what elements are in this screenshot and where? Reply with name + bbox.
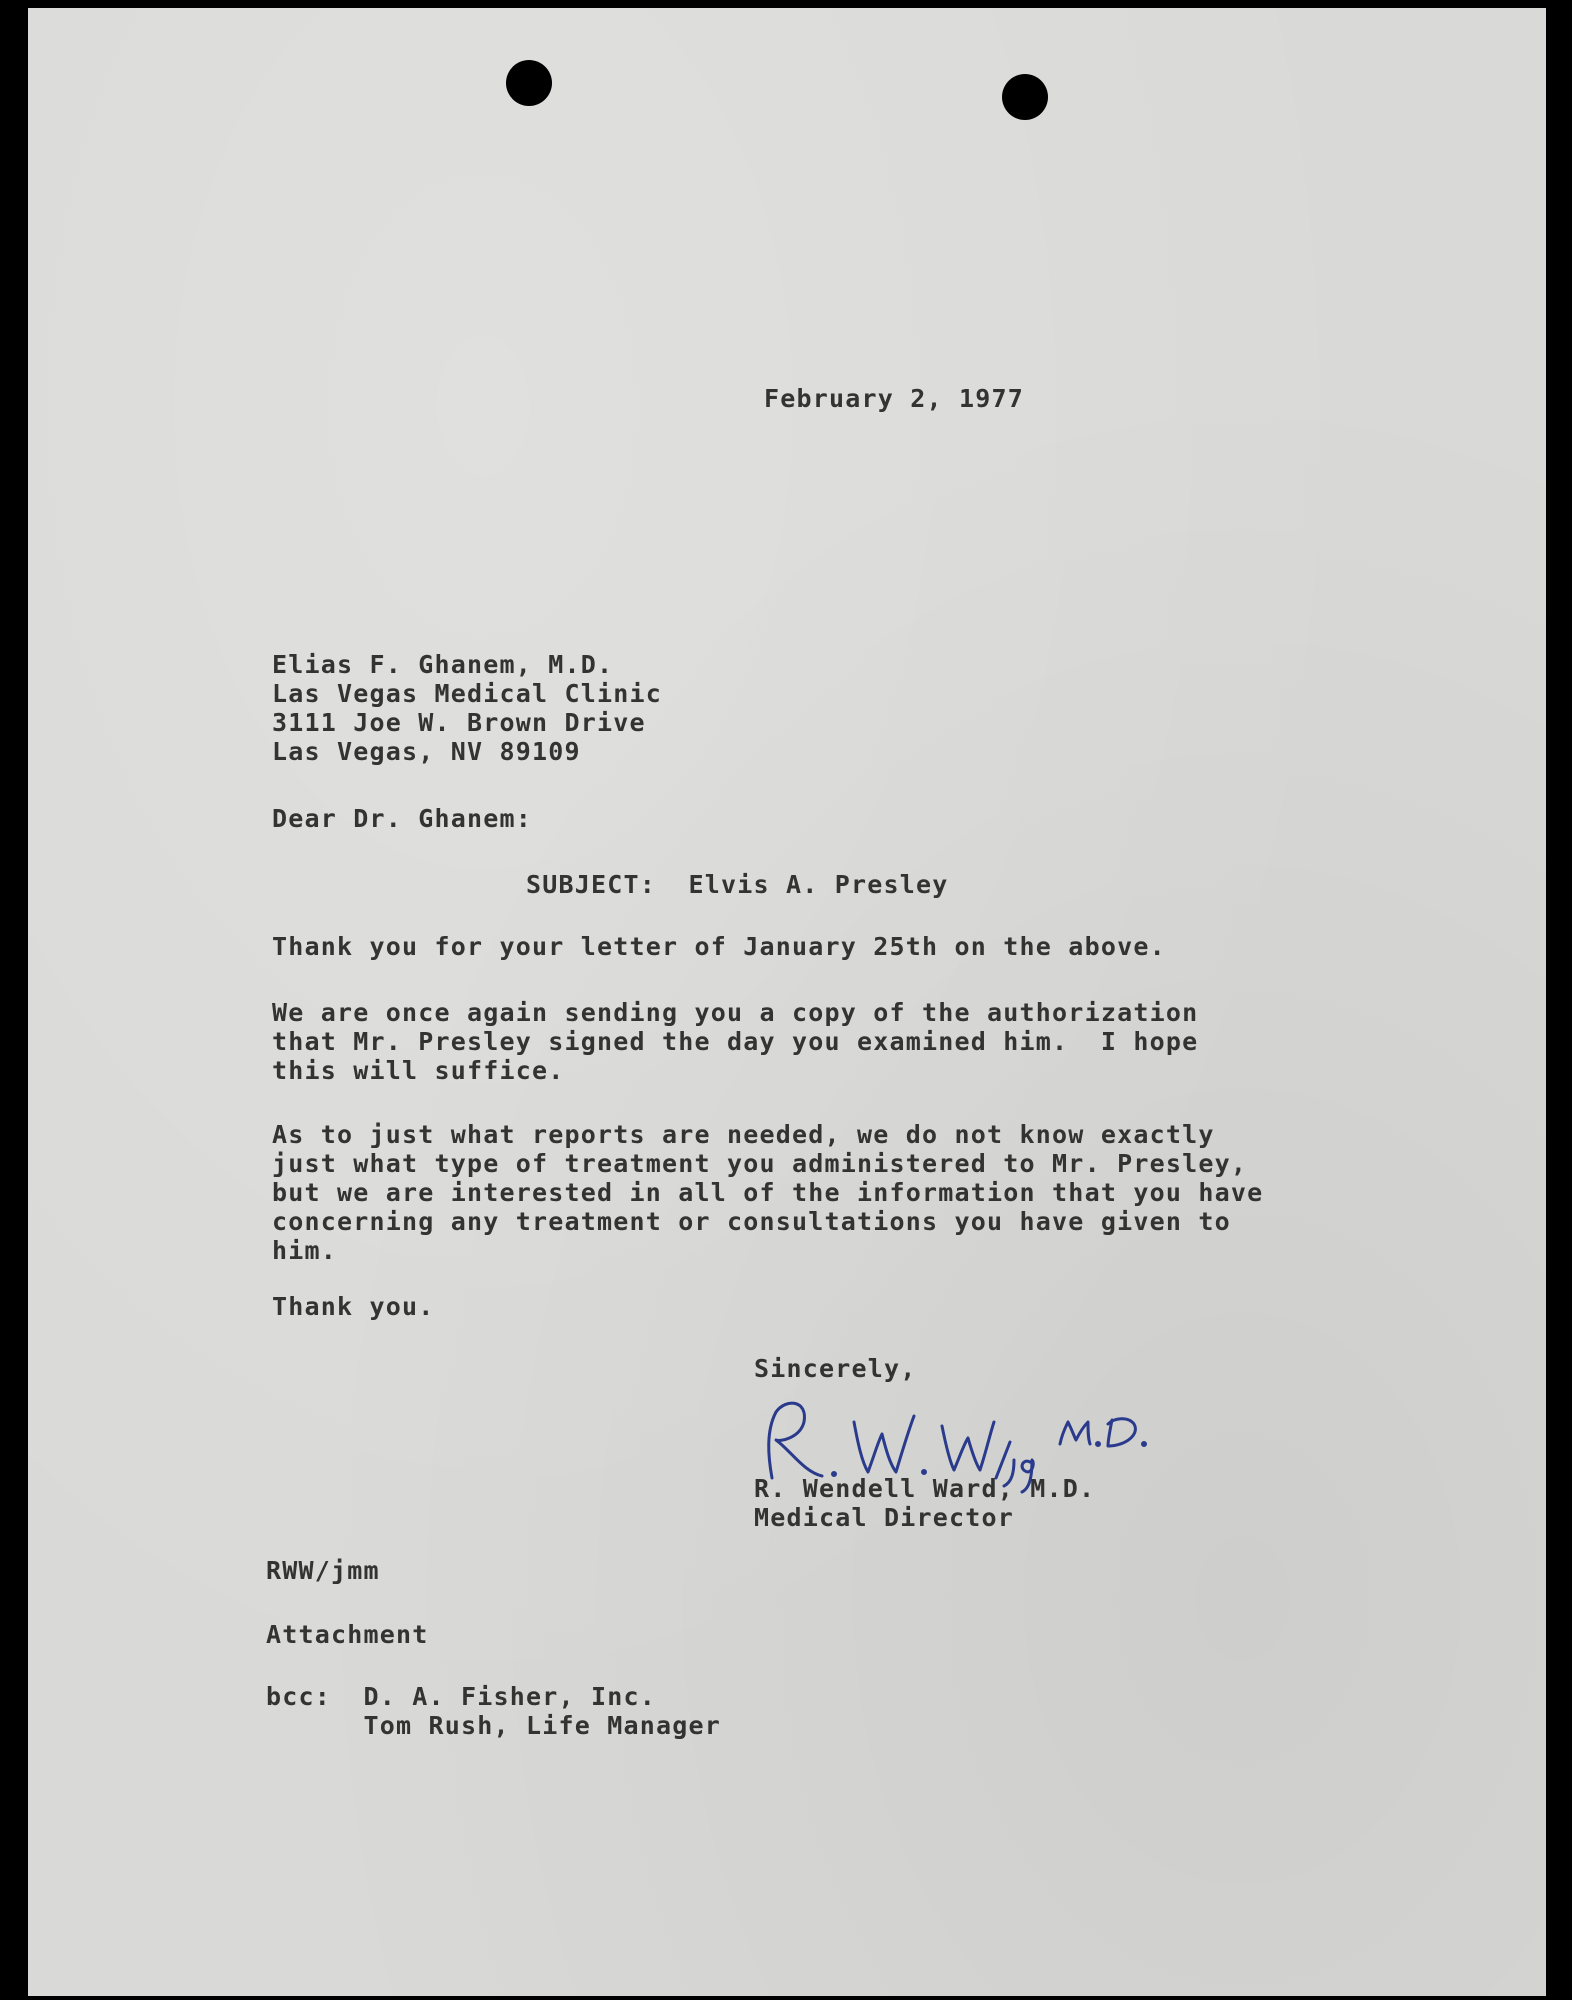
- paragraph-1: [272, 932, 1166, 961]
- salutation: Dear Dr. Ghanem:: [272, 804, 533, 833]
- reference-initials: RWW/jmm: [266, 1556, 380, 1585]
- letter-date: February 2, 1977: [764, 384, 1025, 413]
- closing: Sincerely,: [754, 1354, 917, 1383]
- recipient-address: [272, 650, 662, 766]
- bcc-label: bcc:: [266, 1682, 332, 1711]
- signer-name: R. Wendell Ward, M.D.: [754, 1474, 1096, 1503]
- paragraph-line: Thank you for your letter of January 25th on the above.: [272, 932, 1166, 961]
- paragraph-line: him.: [272, 1236, 338, 1265]
- signature-block: [754, 1474, 1095, 1532]
- recipient-street: 3111 Joe W. Brown Drive: [272, 708, 646, 737]
- paragraph-line: but we are interested in all of the information that you have: [272, 1178, 1264, 1207]
- recipient-name: Elias F. Ghanem, M.D.: [272, 650, 614, 679]
- punch-hole-left: [506, 60, 552, 106]
- signer-title: Medical Director: [754, 1503, 1015, 1532]
- subject-label: SUBJECT:: [526, 870, 657, 899]
- paragraph-line: this will suffice.: [272, 1056, 565, 1085]
- paragraph-line: As to just what reports are needed, we do not know exactly: [272, 1120, 1215, 1149]
- paragraph-line: concerning any treatment or consultations you have given to: [272, 1207, 1231, 1236]
- paragraph-line: just what type of treatment you administered to Mr. Presley,: [272, 1149, 1248, 1178]
- paragraph-3: [272, 1120, 1263, 1265]
- paragraph-2: [272, 998, 1198, 1085]
- thank-you-line: Thank you.: [272, 1292, 435, 1321]
- bcc-block: [266, 1682, 721, 1740]
- recipient-city: Las Vegas, NV 89109: [272, 737, 581, 766]
- recipient-org: Las Vegas Medical Clinic: [272, 679, 663, 708]
- subject-value: Elvis A. Presley: [688, 870, 949, 899]
- punch-hole-right: [1002, 74, 1048, 120]
- attachment-note: Attachment: [266, 1620, 429, 1649]
- paragraph-line: We are once again sending you a copy of the authorization: [272, 998, 1199, 1027]
- bcc-recipient-1: D. A. Fisher, Inc.: [363, 1682, 657, 1711]
- bcc-recipient-2: Tom Rush, Life Manager: [363, 1711, 722, 1740]
- paragraph-line: that Mr. Presley signed the day you examined him. I hope: [272, 1027, 1199, 1056]
- letter-page: [28, 8, 1546, 1996]
- subject-line: [526, 870, 949, 899]
